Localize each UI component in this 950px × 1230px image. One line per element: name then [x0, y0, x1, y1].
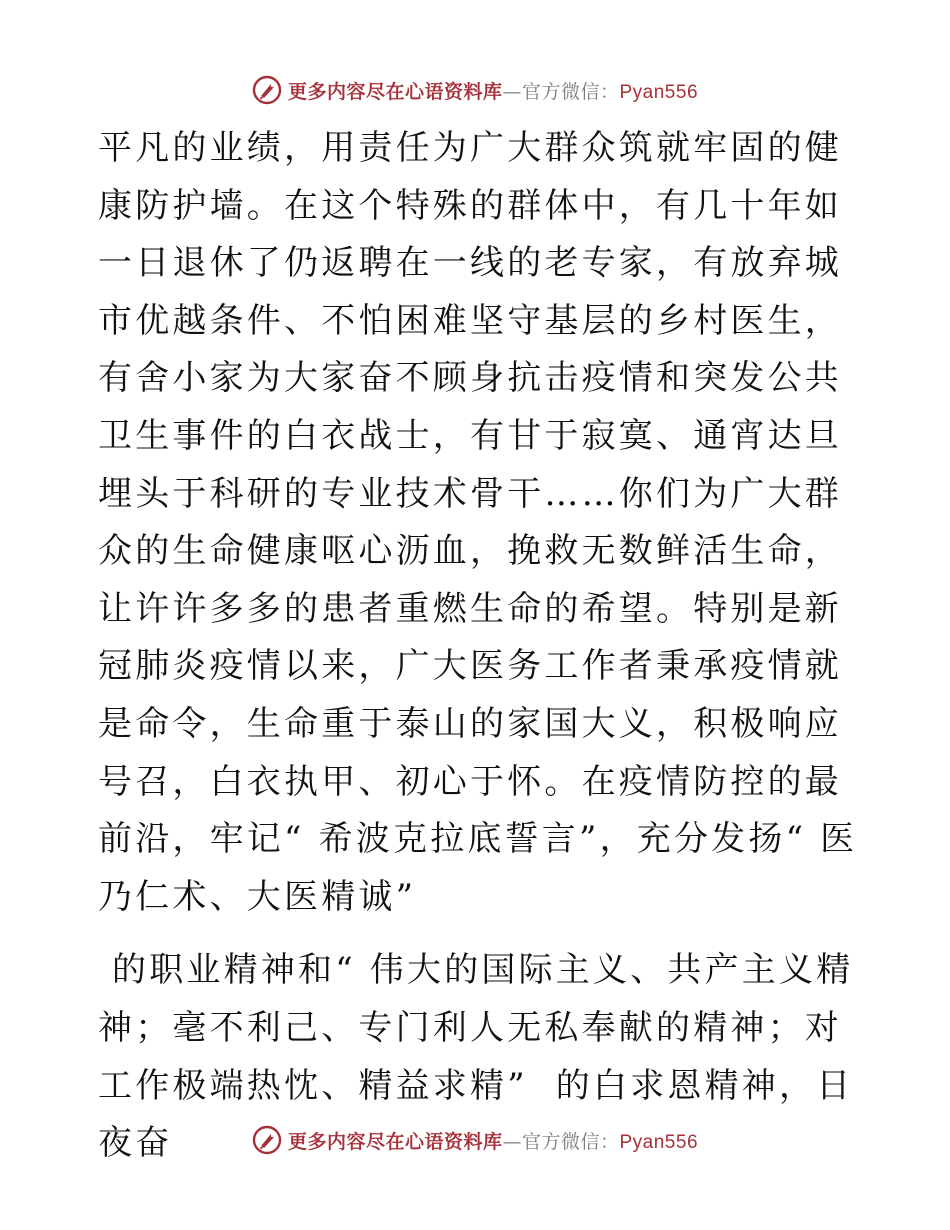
- document-body: [98, 120, 858, 1173]
- header-wechat-label: 官方微信：: [521, 80, 620, 103]
- pen-nib-logo-icon: [252, 1125, 282, 1155]
- footer-banner-inner: [252, 1125, 698, 1155]
- footer-banner-text: [288, 1127, 698, 1154]
- footer-wechat-id: Pyan556: [619, 1131, 699, 1153]
- header-separator: —: [502, 80, 522, 103]
- footer-site-name: 更多内容尽在心语资料库: [287, 1130, 503, 1153]
- header-banner-inner: [252, 75, 698, 105]
- header-banner-text: [288, 77, 698, 104]
- body-paragraph-2: 的职业精神和“ 伟大的国际主义、共产主义精神；毫不利己、专门利人无私奉献的精神；对工作极端热忱、精益求精” 的白求恩精神，日夜奋: [98, 950, 854, 1164]
- body-paragraph-1: 平凡的业绩，用责任为广大群众筑就牢固的健康防护墙。在这个特殊的群体中，有几十年如一日退休了仍返聘在一线的老专家，有放弃城市优越条件、不怕困难坚守基层的乡村医生，有舍小家为大家奋不顾身抗击疫情和突发公共卫生事件的白衣战士，有甘于寂寞、通宵达旦埋头于科研的专业技术骨干……你们为广大群众的生命健康呕心沥血，挽救无数鲜活生命，让许许多多的患者重燃生命的希望。特别是新冠肺炎疫情以来，广大医务工作者秉承疫情就是命令，生命重于泰山的家国大义，积极响应号召，白衣执甲、初心于怀。在疫情防控的最前沿，牢记“ 希波克拉底誓言”，充分发扬“ 医乃仁术、大医精诚”: [98, 128, 858, 917]
- footer-separator: —: [502, 1130, 522, 1153]
- footer-banner: [0, 1122, 950, 1158]
- header-site-name: 更多内容尽在心语资料库: [287, 80, 503, 103]
- header-banner: [0, 72, 950, 108]
- footer-wechat-label: 官方微信：: [521, 1130, 620, 1153]
- header-wechat-id: Pyan556: [619, 81, 699, 103]
- pen-nib-logo-icon: [252, 75, 282, 105]
